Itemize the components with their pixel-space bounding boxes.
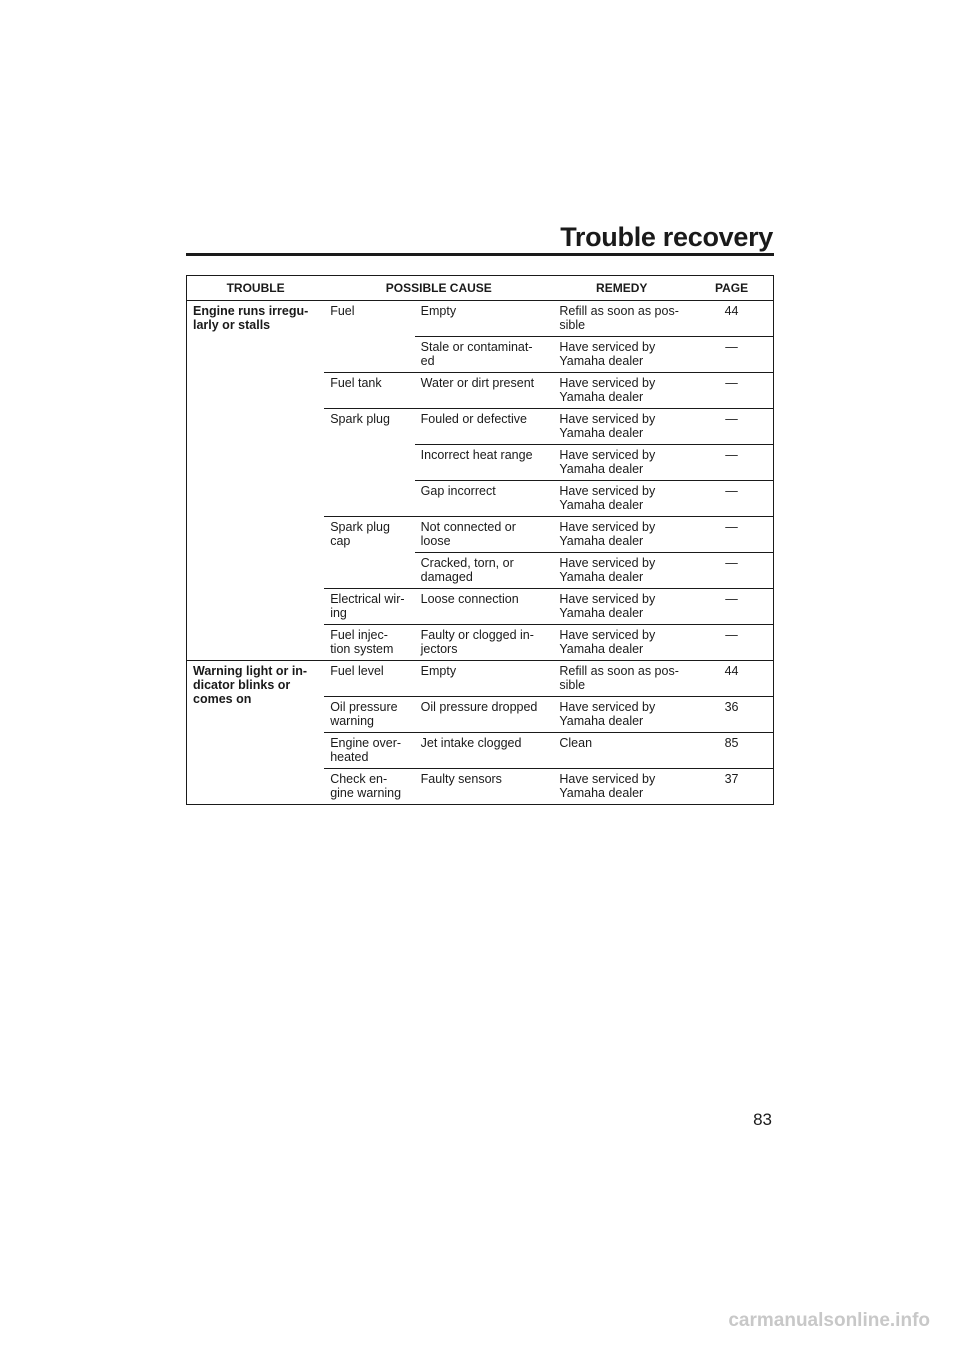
- cause-detail-cell: Not connected or loose: [415, 517, 554, 553]
- page-ref-cell: —: [690, 553, 773, 589]
- header-remedy: REMEDY: [553, 276, 690, 301]
- page-ref-cell: —: [690, 625, 773, 661]
- page-ref-cell: —: [690, 373, 773, 409]
- remedy-cell: Have serviced by Yamaha dealer: [553, 553, 690, 589]
- title-rule: [186, 253, 774, 256]
- table-body: [187, 301, 774, 805]
- trouble-cell: Warning light or in- dicator blinks or comes on: [187, 661, 325, 805]
- remedy-cell: Have serviced by Yamaha dealer: [553, 589, 690, 625]
- page-number: 83: [753, 1110, 772, 1129]
- cause-detail-cell: Jet intake clogged: [415, 733, 554, 769]
- trouble-cell: Engine runs irregu- larly or stalls: [187, 301, 325, 661]
- remedy-cell: Have serviced by Yamaha dealer: [553, 481, 690, 517]
- remedy-cell: Refill as soon as pos- sible: [553, 301, 690, 337]
- header-trouble: TROUBLE: [187, 276, 325, 301]
- cause-detail-cell: Faulty or clogged in- jectors: [415, 625, 554, 661]
- remedy-cell: Have serviced by Yamaha dealer: [553, 373, 690, 409]
- remedy-cell: Refill as soon as pos- sible: [553, 661, 690, 697]
- table-row: [187, 301, 774, 337]
- remedy-cell: Have serviced by Yamaha dealer: [553, 409, 690, 445]
- page-ref-cell: 37: [690, 769, 773, 805]
- cause-detail-cell: Fouled or defective: [415, 409, 554, 445]
- page-title: Trouble recovery: [560, 222, 773, 252]
- page-ref-cell: 44: [690, 661, 773, 697]
- remedy-cell: Clean: [553, 733, 690, 769]
- cause-detail-cell: Cracked, torn, or damaged: [415, 553, 554, 589]
- cause-detail-cell: Gap incorrect: [415, 481, 554, 517]
- cause-cell: Check en- gine warning: [324, 769, 414, 805]
- cause-detail-cell: Empty: [415, 301, 554, 337]
- cause-cell: Fuel injec- tion system: [324, 625, 414, 661]
- header-possible-cause: POSSIBLE CAUSE: [324, 276, 553, 301]
- cause-cell: Electrical wir- ing: [324, 589, 414, 625]
- page-ref-cell: —: [690, 517, 773, 553]
- page-ref-cell: —: [690, 337, 773, 373]
- table-row: [187, 661, 774, 697]
- cause-cell: Engine over- heated: [324, 733, 414, 769]
- cause-detail-cell: Faulty sensors: [415, 769, 554, 805]
- page-ref-cell: —: [690, 409, 773, 445]
- trouble-table: [186, 275, 774, 805]
- watermark: carmanualsonline.info: [728, 1310, 930, 1331]
- remedy-cell: Have serviced by Yamaha dealer: [553, 625, 690, 661]
- page-ref-cell: 85: [690, 733, 773, 769]
- remedy-cell: Have serviced by Yamaha dealer: [553, 337, 690, 373]
- cause-detail-cell: Oil pressure dropped: [415, 697, 554, 733]
- remedy-cell: Have serviced by Yamaha dealer: [553, 517, 690, 553]
- cause-cell: Spark plug cap: [324, 517, 414, 589]
- page-ref-cell: 36: [690, 697, 773, 733]
- page-ref-cell: —: [690, 589, 773, 625]
- cause-detail-cell: Stale or contaminat- ed: [415, 337, 554, 373]
- header-page: PAGE: [690, 276, 773, 301]
- remedy-cell: Have serviced by Yamaha dealer: [553, 697, 690, 733]
- cause-detail-cell: Water or dirt present: [415, 373, 554, 409]
- cause-cell: Fuel: [324, 301, 414, 373]
- remedy-cell: Have serviced by Yamaha dealer: [553, 445, 690, 481]
- table-header-row: [187, 276, 774, 301]
- cause-detail-cell: Incorrect heat range: [415, 445, 554, 481]
- page-ref-cell: —: [690, 481, 773, 517]
- page-ref-cell: 44: [690, 301, 773, 337]
- cause-cell: Fuel tank: [324, 373, 414, 409]
- cause-cell: Fuel level: [324, 661, 414, 697]
- cause-detail-cell: Empty: [415, 661, 554, 697]
- remedy-cell: Have serviced by Yamaha dealer: [553, 769, 690, 805]
- cause-cell: Spark plug: [324, 409, 414, 517]
- cause-detail-cell: Loose connection: [415, 589, 554, 625]
- cause-cell: Oil pressure warning: [324, 697, 414, 733]
- page-ref-cell: —: [690, 445, 773, 481]
